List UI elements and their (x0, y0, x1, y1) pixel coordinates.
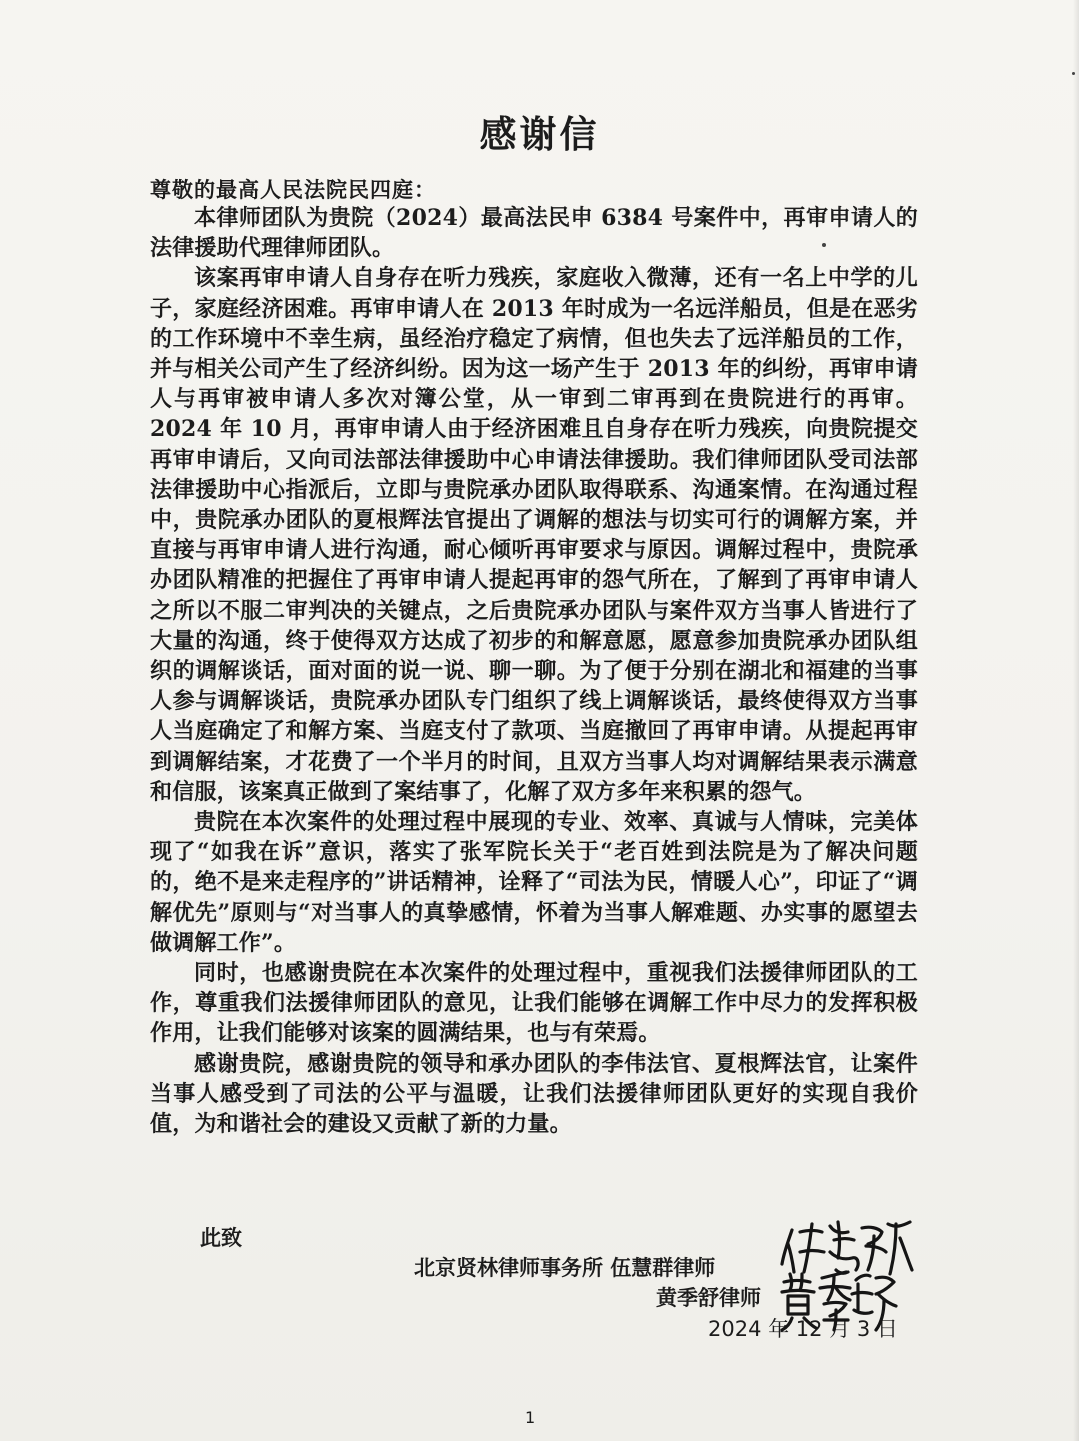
letter-closing: 此致 (200, 1225, 242, 1250)
paragraph-5: 感谢贵院，感谢贵院的领导和承办团队的李伟法官、夏根辉法官，让案件当事人感受到了司法的公平与温暖，让我们法援律师团队更好的实现自我价值，为和谐社会的建设又贡献了新的力量。 (150, 1050, 918, 1138)
letter-date: 2024 年 12 月 3 日 (708, 1317, 898, 1341)
signature-firm-lawyer-1: 北京贤林律师事务所 伍慧群律师 (414, 1255, 716, 1280)
scan-speck (822, 243, 826, 247)
paragraph-4: 同时，也感谢贵院在本次案件的处理过程中，重视我们法援律师团队的工作，尊重我们法援律师团队的意见，让我们能够在调解工作中尽力的发挥积极作用，让我们能够对该案的圆满结果，也与有荣焉。 (150, 960, 918, 1047)
handwritten-signature-2 (780, 1270, 900, 1332)
paragraph-2: 该案再审申请人自身存在听力残疾，家庭收入微薄，还有一名上中学的儿子，家庭经济困难。再审申请人在 2013 年时成为一名远洋船员，但是在恶劣的工作环境中不幸生病，虽经治疗稳定了病情，但也失去了远洋船员的工作，并与相关公司产生了经济纠纷。因为这一场产生于 2013 年的纠纷，再审申请人与再审被申请人多次对簿公堂，从一审到二审再到在贵院进行的再审。2024 年 10 月，再审申请人由于经济困难且自身存在听力残疾，向贵院提交再审申请后，又向司法部法律援助中心申请法律援助。我们律师团队受司法部法律援助中心指派后，立即与贵院承办团队取得联系、沟通案情。在沟通过程中，贵院承办团队的夏根辉法官提出了调解的想法与切实可行的调解方案，并直接与再审申请人进行沟通，耐心倾听再审要求与原因。调解过程中，贵院承办团队精准的把握住了再审申请人提起再审的怨气所在，了解到了再审申请人之所以不服二审判决的关键点，之后贵院承办团队与案件双方当事人皆进行了大量的沟通，终于使得双方达成了初步的和解意愿，愿意参加贵院承办团队组织的调解谈话，面对面的说一说、聊一聊。为了便于分别在湖北和福建的当事人参与调解谈话，贵院承办团队专门组织了线上调解谈话，最终使得双方当事人当庭确定了和解方案、当庭支付了款项、当庭撤回了再审申请。从提起再审到调解结案，才花费了一个半月的时间，且双方当事人均对调解结果表示满意和信服，该案真正做到了案结事了，化解了双方多年来积累的怨气。 (150, 265, 918, 805)
page-number: 1 (525, 1408, 536, 1427)
paragraph-1: 本律师团队为贵院（2024）最高法民申 6384 号案件中，再审申请人的法律援助代理律师团队。 (150, 205, 918, 262)
paragraph-3: 贵院在本次案件的处理过程中展现的专业、效率、真诚与人情味，完美体现了“如我在诉”意识，落实了张军院长关于“老百姓到法院是为了解决问题的，绝不是来走程序的”讲话精神，诠释了“司法为民，情暖人心”，印证了“调解优先”原则与“对当事人的真挚感情，怀着为当事人解难题、办实事的愿望去做调解工作”。 (150, 809, 918, 956)
signature-lawyer-2: 黄季舒律师 (656, 1285, 761, 1310)
letter-title: 感谢信 (479, 113, 600, 156)
scan-speck (1072, 72, 1075, 75)
letter-salutation: 尊敬的最高人民法院民四庭： (150, 177, 436, 202)
letter-body (150, 203, 918, 1139)
